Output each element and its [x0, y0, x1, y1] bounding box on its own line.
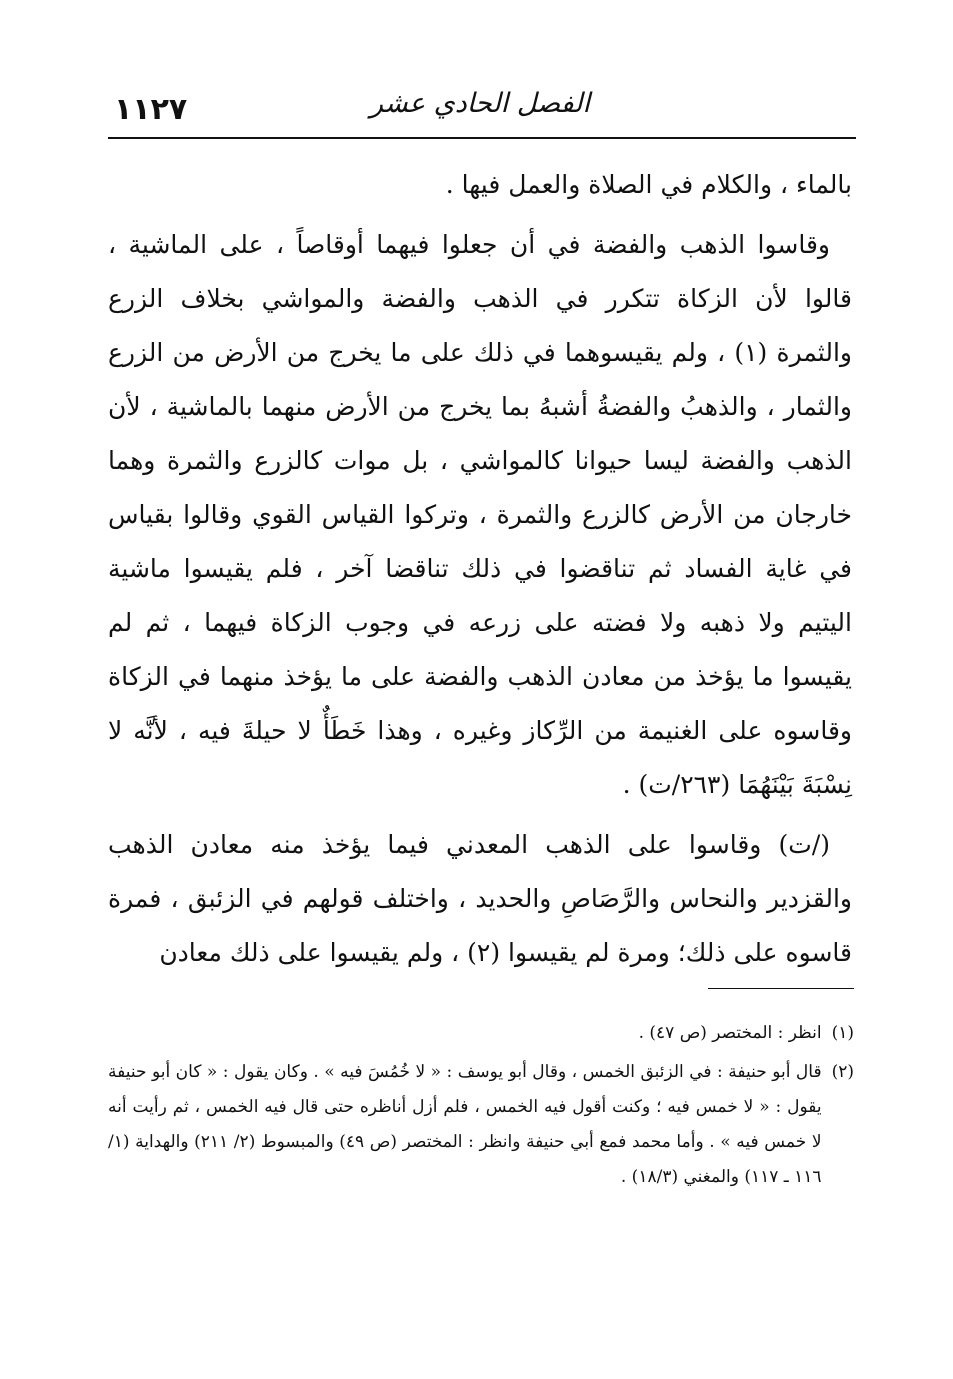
- paragraph: (/ت) وقاسوا على الذهب المعدني فيما يؤخذ منه معادن الذهب والقزدير والنحاس والرَّصَاصِ والحديد ، واختلف قولهم في الزئبق ، فمرة قاسوه على ذلك؛ ومرة لم يقيسوا (٢) ، ولم يقيسوا على ذلك معادن: [108, 830, 852, 967]
- footnote-marker: (٢): [831, 1062, 854, 1082]
- footnote-text: قال أبو حنيفة : في الزئبق الخمس ، وقال أبو يوسف : « لا خُمُسَ فيه » . وكان يقول : « كان أبو حنيفة يقول : « لا خمس فيه ؛ وكنت أقول فيه الخمس ، فلم أزل أناظره حتى قال فيه الخمس ، ثم رأيت أنه لا خمس فيه » . وأما محمد فمع أبي حنيفة وانظر : المختصر (ص ٤٩) والمبسوط (٢/ ٢١١) والهداية (١/ ١١٦ ـ ١١٧) والمغني (١٨/٣) .: [108, 1062, 822, 1187]
- footnote-marker: (١): [831, 1023, 854, 1043]
- footnote-text: انظر : المختصر (ص ٤٧) .: [638, 1023, 822, 1043]
- main-text: [108, 158, 852, 986]
- footnotes: [108, 1016, 854, 1199]
- paragraph: بالماء ، والكلام في الصلاة والعمل فيها .: [445, 170, 852, 199]
- header-divider: [108, 137, 856, 139]
- footnote: [108, 1016, 854, 1051]
- footnote-divider: [708, 988, 854, 989]
- page-number: ١١٢٧: [114, 92, 188, 127]
- page-header: [108, 82, 852, 132]
- running-title: الفصل الحادي عشر: [369, 88, 591, 119]
- paragraph: وقاسوا الذهب والفضة في أن جعلوا فيهما أوقاصاً ، على الماشية ، قالوا لأن الزكاة تتكرر في الذهب والفضة والمواشي بخلاف الزرع والثمرة (١) ، ولم يقيسوهما في ذلك على ما يخرج من الأرض من الزرع والثمار ، والذهبُ والفضةُ أشبهُ بما يخرج من الأرض منهما بالماشية ، لأن الذهب والفضة ليسا حيوانا كالمواشي ، بل موات كالزرع والثمرة وهما خارجان من الأرض كالزرع والثمرة ، وتركوا القياس القوي وقالوا بقياس في غاية الفساد ثم تناقضوا في ذلك تناقضا آخر ، فلم يقيسوا ماشية اليتيم ولا ذهبه ولا فضته على زرعه في وجوب الزكاة فيهما ، ثم لم يقيسوا ما يؤخذ من معادن الذهب والفضة على ما يؤخذ منهما في الزكاة وقاسوه على الغنيمة من الرِّكاز وغيره ، وهذا خَطَأٌ لا حيلةَ فيه ، لأنَّه لا نِسْبَةَ بَيْنَهُمَا (٢٦٣/ت) .: [108, 230, 852, 799]
- footnote: [108, 1055, 854, 1195]
